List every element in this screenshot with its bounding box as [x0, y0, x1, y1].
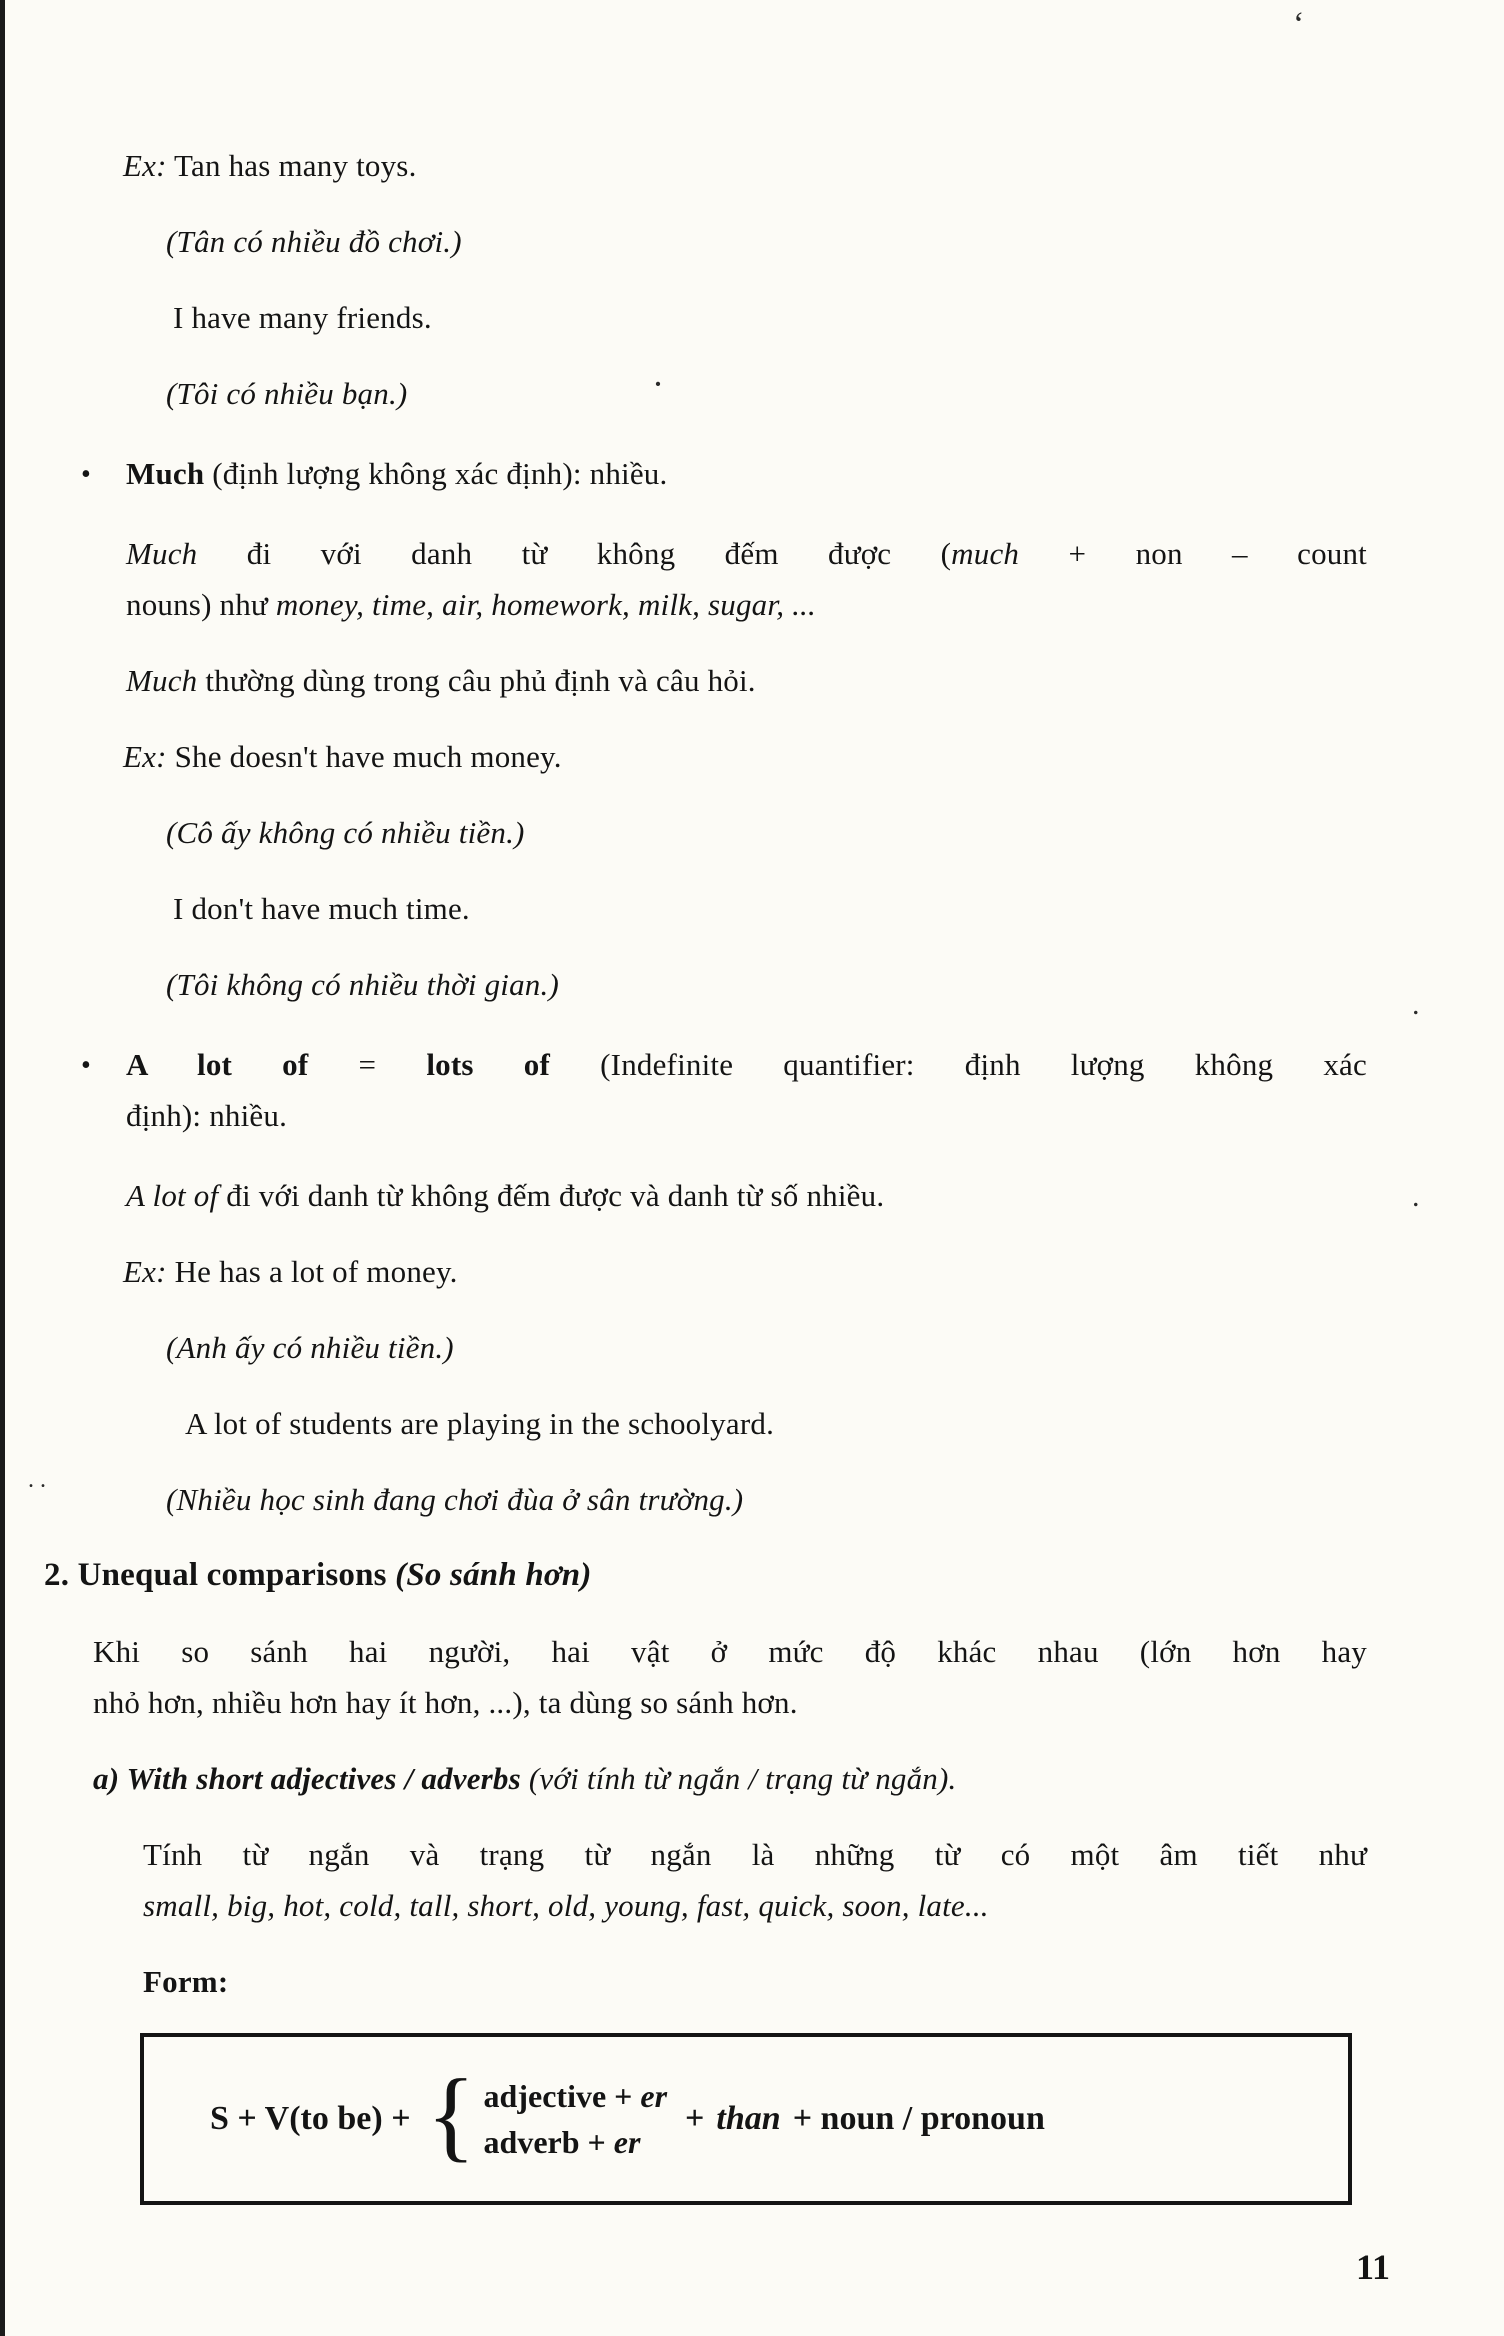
- text-segment: Ex:: [123, 739, 167, 774]
- text-segment: =: [308, 1047, 427, 1082]
- formula-than: than: [716, 2100, 781, 2137]
- text-segment: A lot of: [126, 1047, 309, 1082]
- text-line: [126, 655, 1367, 706]
- formula-top-suffix: er: [640, 2078, 668, 2114]
- text-segment: (Anh ấy có nhiều tiền.): [166, 1330, 454, 1365]
- bullet-icon: •: [81, 1050, 92, 1081]
- text-segment: (Tôi có nhiều bạn.): [166, 376, 408, 411]
- text-segment: money, time, air, homework, milk, sugar, ...: [275, 587, 816, 622]
- text-line: [143, 1880, 1367, 1931]
- bullet-icon: •: [81, 459, 92, 490]
- scan-artifact: ·: [652, 364, 664, 404]
- text-line: [185, 1398, 1367, 1449]
- text-segment: nhỏ hơn, nhiều hơn hay ít hơn, ...), ta dùng so sánh hơn.: [93, 1685, 798, 1720]
- text-line: [126, 579, 1367, 630]
- text-line: [126, 1170, 1367, 1221]
- text-line: [126, 1090, 1367, 1141]
- formula-top-main: adjective +: [483, 2078, 641, 2114]
- brace-icon: {: [426, 2059, 476, 2173]
- text-line: [123, 731, 1367, 782]
- formula-bottom-suffix: er: [613, 2124, 641, 2160]
- page-content: [44, 140, 1367, 2205]
- text-line: [143, 1829, 1367, 1880]
- text-line: [166, 1474, 1367, 1525]
- page-number: 11: [1355, 2247, 1390, 2287]
- text-line: [166, 959, 1367, 1010]
- formula-bottom-main: adverb +: [483, 2124, 614, 2160]
- text-segment: (Nhiều học sinh đang chơi đùa ở sân trường.): [166, 1482, 744, 1517]
- text-segment: Khi so sánh hai người, hai vật ở mức độ khác nhau (lớn hơn hay: [93, 1634, 1367, 1669]
- text-line: [173, 292, 1367, 343]
- text-line: [123, 1246, 1367, 1297]
- text-line: [173, 883, 1367, 934]
- text-line: [93, 1677, 1367, 1728]
- text-line: [44, 1550, 1367, 1601]
- scan-artifact: .: [1412, 1180, 1420, 1213]
- text-line: [93, 1626, 1367, 1677]
- text-segment: With short adjectives / adverbs: [126, 1761, 529, 1796]
- formula-tail: [685, 2100, 1045, 2138]
- text-segment: (Cô ấy không có nhiều tiền.): [166, 815, 525, 850]
- text-segment: nouns) như: [126, 587, 276, 622]
- text-line: [143, 1956, 1367, 2007]
- text-line: [93, 1753, 1367, 1804]
- text-line: [166, 807, 1367, 858]
- scan-edge-line: [0, 0, 5, 2336]
- text-segment: định): nhiều.: [126, 1098, 288, 1133]
- text-segment: a): [93, 1761, 127, 1796]
- formula-plus: +: [685, 2100, 705, 2137]
- text-segment: Much: [126, 456, 205, 491]
- scan-artifact: . .: [28, 1467, 46, 1493]
- scan-artifact: .: [1412, 988, 1420, 1021]
- text-segment: Tính từ ngắn và trạng từ ngắn là những từ có một âm tiết như: [143, 1837, 1367, 1872]
- page-lines: [44, 140, 1367, 2007]
- scan-artifact: ‘: [1293, 6, 1305, 43]
- formula-stack: [484, 2073, 668, 2165]
- text-segment: I don't have much time.: [173, 891, 470, 926]
- text-segment: She doesn't have much money.: [166, 739, 562, 774]
- text-segment: 2. Unequal comparisons: [44, 1557, 396, 1593]
- text-line: [126, 528, 1367, 579]
- text-segment: (Indefinite quantifier: định lượng không xác: [550, 1047, 1367, 1082]
- text-line: [166, 216, 1367, 267]
- text-segment: Form:: [143, 1964, 229, 1999]
- formula-box: [140, 2033, 1352, 2205]
- text-segment: (Tôi không có nhiều thời gian.): [166, 967, 559, 1002]
- text-segment: (định lượng không xác định): nhiều.: [204, 456, 668, 491]
- text-segment: A lot of students are playing in the schoolyard.: [185, 1406, 775, 1441]
- text-segment: đi với danh từ không đếm được (: [197, 536, 952, 571]
- text-line: [166, 364, 1367, 419]
- formula-noun-pronoun: + noun / pronoun: [792, 2100, 1045, 2137]
- text-segment: Tan has many toys.: [166, 148, 417, 183]
- text-segment: small, big, hot, cold, tall, short, old, young, fast, quick, soon, late...: [143, 1888, 989, 1923]
- text-line: [123, 140, 1367, 191]
- text-segment: (với tính từ ngắn / trạng từ ngắn).: [528, 1761, 957, 1796]
- formula-stack-bottom: [484, 2119, 668, 2165]
- text-segment: much: [951, 536, 1020, 571]
- text-segment: lots of: [426, 1047, 551, 1082]
- text-segment: A lot of: [126, 1178, 219, 1213]
- text-line: [81, 448, 1367, 499]
- text-segment: đi với danh từ không đếm được và danh từ số nhiều.: [218, 1178, 885, 1213]
- text-segment: He has a lot of money.: [166, 1254, 458, 1289]
- formula-lhs: S + V(to be) +: [210, 2100, 411, 2137]
- text-segment: Ex:: [123, 148, 167, 183]
- text-segment: Ex:: [123, 1254, 167, 1289]
- text-segment: (So sánh hơn): [395, 1557, 592, 1593]
- text-segment: thường dùng trong câu phủ định và câu hỏi.: [197, 663, 756, 698]
- text-segment: Much: [126, 663, 198, 698]
- text-segment: (Tân có nhiều đồ chơi.): [166, 224, 462, 259]
- text-segment: + non – count: [1019, 536, 1367, 571]
- text-segment: Much: [126, 536, 198, 571]
- text-line: [81, 1039, 1367, 1090]
- formula-stack-top: [484, 2073, 668, 2119]
- text-line: [166, 1322, 1367, 1373]
- text-segment: I have many friends.: [173, 300, 432, 335]
